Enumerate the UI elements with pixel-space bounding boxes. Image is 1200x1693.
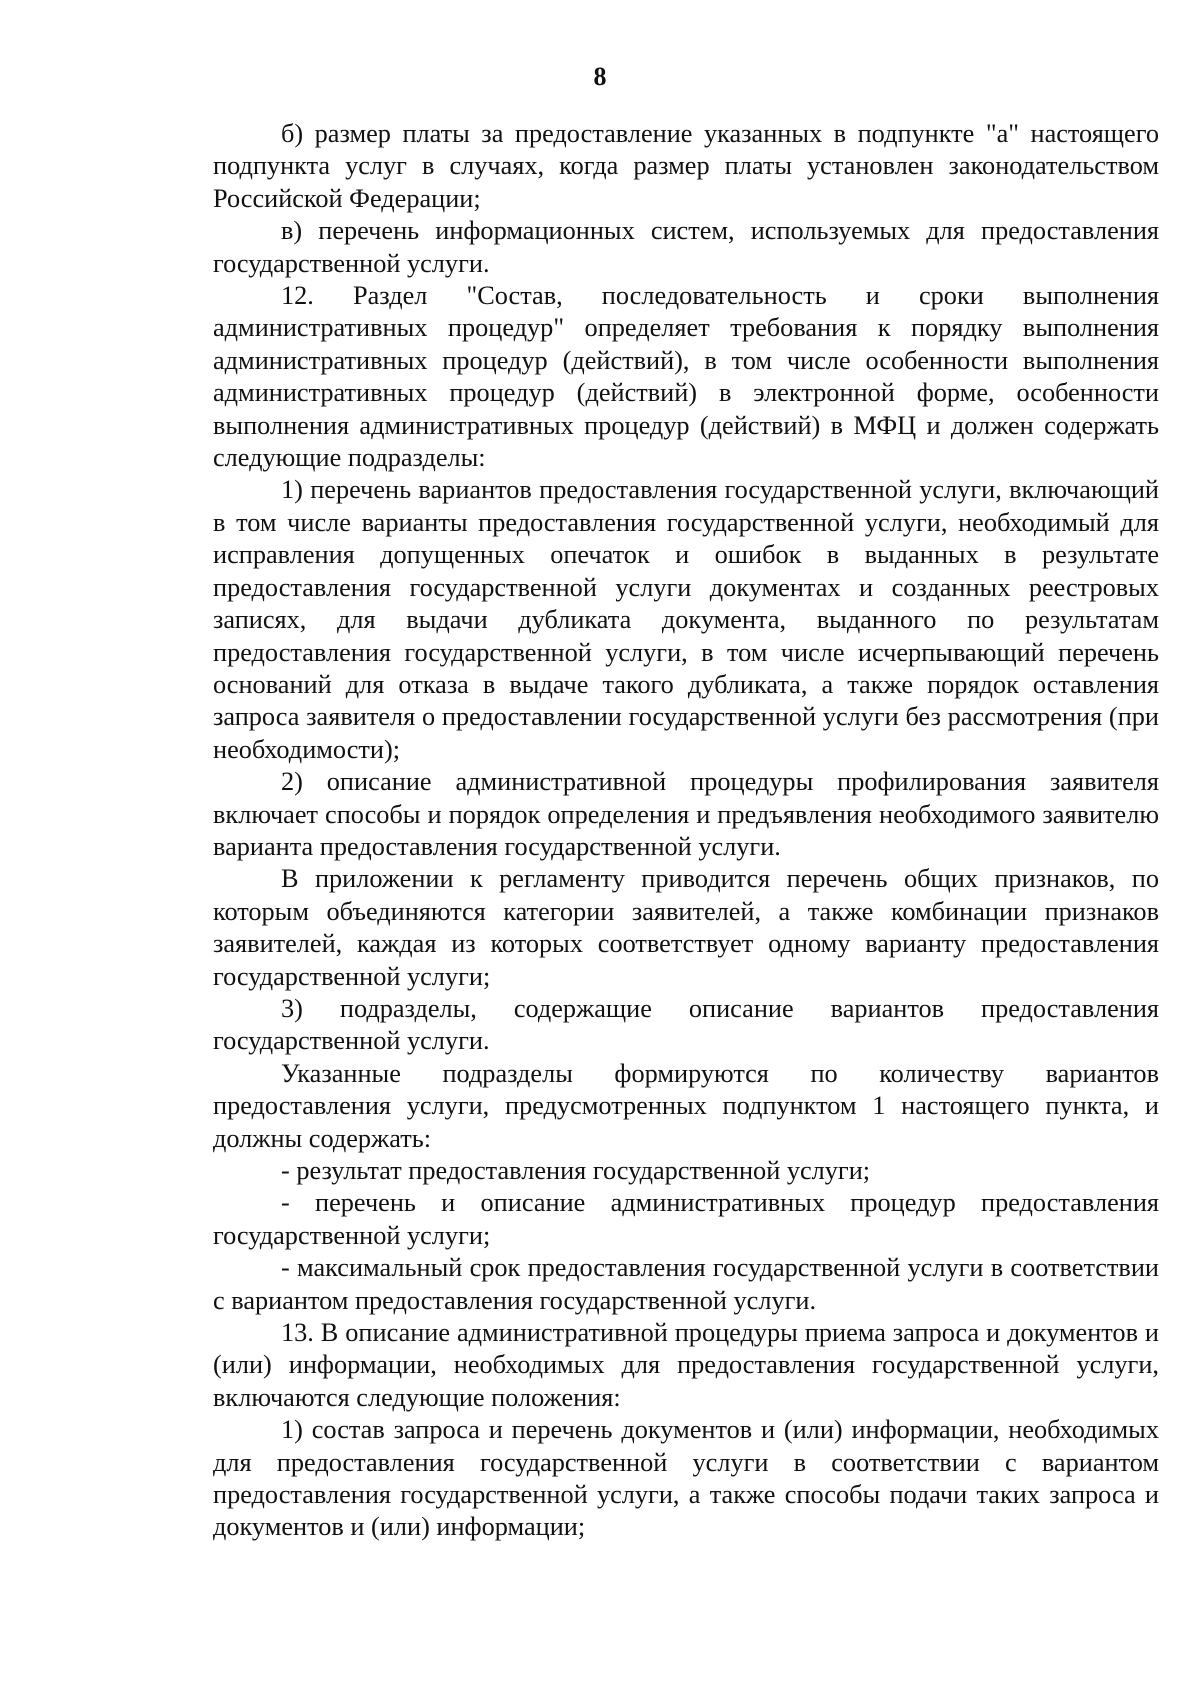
paragraph-12-3-subsections: Указанные подразделы формируются по количеству вариантов предоставления услуги, предусмотренных подпунктом 1 настоящего пункта, и должны содержать: (213, 1058, 1159, 1153)
paragraph-12-1: 1) перечень вариантов предоставления государственной услуги, включающий в том числе варианты предоставления государственной услуги, необходимый для исправления допущенных опечаток и ошибок в выданных в результате предоставления государственной услуги документах и созданных реестровых записях, для выдачи дубликата документа, выданного по результатам предоставления государственной услуги, в том числе исчерпывающий перечень оснований для отказа в выдаче такого дубликата, а также порядок оставления запроса заявителя о предоставлении государственной услуги без рассмотрения (при необходимости); (213, 475, 1159, 764)
paragraph-11-2-b: б) размер платы за предоставление указанных в подпункте "а" настоящего подпункта услуг в случаях, когда размер платы установлен законодательством Российской Федерации; (213, 119, 1159, 213)
paragraph-13: 13. В описание административной процедуры приема запроса и документов и (или) информации, необходимых для предоставления государственной услуги, включаются следующие положения: (213, 1318, 1159, 1412)
list-item-max-term: - максимальный срок предоставления государственной услуги в соответствии с вариантом предоставления государственной услуги. (213, 1253, 1159, 1315)
document-body (213, 118, 1159, 1544)
page-number: 8 (593, 62, 607, 91)
list-item-result: - результат предоставления государственной услуги; (281, 1156, 871, 1185)
list-item-procedures: - перечень и описание административных процедур предоставления государственной услуги; (213, 1188, 1159, 1250)
paragraph-13-1: 1) состав запроса и перечень документов и (или) информации, необходимых для предоставления государственной услуги в соответствии с вариантом предоставления государственной услуги, а также способы подачи таких запроса и документов и (или) информации; (213, 1415, 1159, 1542)
paragraph-12-2-appendix: В приложении к регламенту приводится перечень общих признаков, по которым объединяются категории заявителей, а также комбинации признаков заявителей, каждая из которых соответствует одному варианту предоставления государственной услуги; (213, 864, 1159, 991)
paragraph-12: 12. Раздел "Состав, последовательность и сроки выполнения административных процедур" определяет требования к порядку выполнения административных процедур (действий), в том числе особенности выполнения административных процедур (действий) в электронной форме, особенности выполнения административных процедур (действий) в МФЦ и должен содержать следующие подразделы: (213, 281, 1159, 473)
paragraph-12-3: 3) подразделы, содержащие описание вариантов предоставления государственной услуги. (213, 993, 1159, 1056)
paragraph-12-2: 2) описание административной процедуры профилирования заявителя включает способы и порядок определения и предъявления необходимого заявителю варианта предоставления государственной услуги. (213, 767, 1159, 861)
paragraph-11-2-v: в) перечень информационных систем, используемых для предоставления государственной услуги. (213, 216, 1159, 278)
